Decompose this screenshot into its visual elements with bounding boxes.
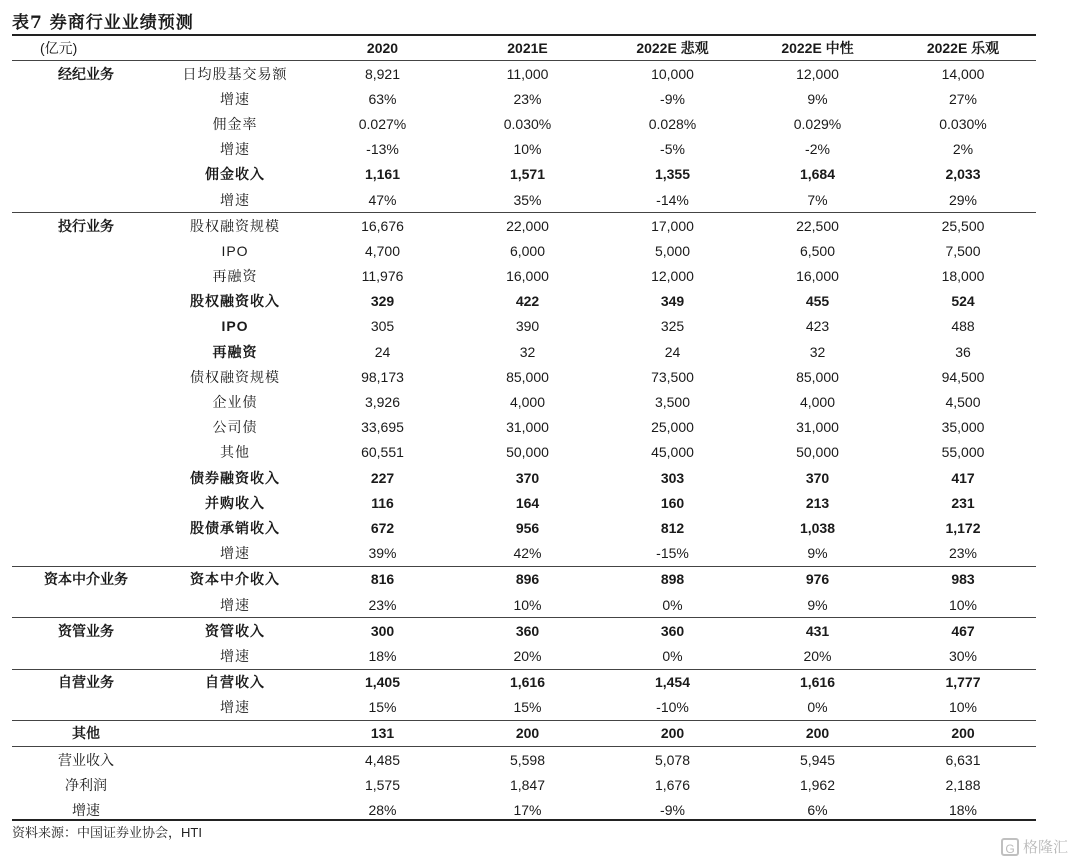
value-cell: 10%	[513, 596, 542, 613]
category-cell	[12, 541, 160, 567]
watermark	[1001, 836, 1068, 857]
value-cell: 35%	[513, 191, 542, 208]
value-cell: 31,000	[796, 419, 839, 436]
table-row	[12, 339, 1036, 364]
value-cell: 33,695	[361, 419, 404, 436]
item-cell: 股权融资规模	[160, 213, 310, 239]
value-cell: 25,000	[651, 419, 694, 436]
category-cell: 其他	[12, 720, 160, 746]
item-cell: 资管收入	[160, 618, 310, 644]
value-cell: 360	[455, 618, 600, 644]
value-cell: 5,598	[455, 747, 600, 773]
value-cell: 63%	[368, 90, 397, 107]
header-col: 2022E 悲观	[636, 39, 709, 56]
category-cell	[12, 162, 160, 187]
value-cell: 524	[951, 293, 975, 310]
category-cell	[12, 86, 160, 111]
category-cell: 投行业务	[12, 213, 160, 239]
value-cell: 1,777	[890, 669, 1036, 695]
item-cell: 股权融资收入	[190, 293, 280, 310]
value-cell: 0%	[662, 596, 683, 613]
value-cell: 455	[805, 293, 830, 310]
value-cell: 5,000	[654, 242, 691, 259]
category-cell	[12, 364, 160, 389]
value-cell: 30%	[948, 647, 978, 664]
value-cell: 3,500	[654, 394, 691, 411]
value-cell: 94,500	[941, 368, 985, 385]
value-cell: 55,000	[941, 444, 985, 461]
item-cell: 债券融资收入	[190, 469, 280, 486]
item-cell: 公司债	[212, 419, 258, 436]
value-cell: 116	[371, 494, 394, 511]
value-cell: 1,575	[364, 776, 401, 793]
value-cell: 32	[809, 343, 826, 360]
value-cell: 11,976	[361, 268, 404, 285]
value-cell: 10%	[513, 141, 542, 158]
value-cell: 390	[515, 318, 540, 335]
value-cell: -10%	[656, 699, 689, 716]
value-cell: 6%	[807, 802, 828, 819]
value-cell: 305	[370, 318, 395, 335]
value-cell: 812	[660, 519, 685, 536]
table-row	[12, 465, 1036, 490]
value-cell: 4,500	[945, 394, 981, 411]
value-cell: 1,962	[799, 776, 836, 793]
table-row	[12, 592, 1036, 618]
item-cell: 增速	[220, 141, 250, 158]
value-cell: 23%	[368, 596, 397, 613]
value-cell: 14,000	[890, 61, 1036, 87]
value-cell: 24	[374, 343, 391, 360]
category-cell	[12, 440, 160, 465]
value-cell: 10,000	[600, 61, 745, 87]
value-cell: 23%	[948, 545, 978, 562]
value-cell: 5,945	[745, 747, 890, 773]
table-row	[12, 490, 1036, 515]
header-col: 2022E 乐观	[926, 39, 1000, 56]
value-cell: 18%	[368, 647, 397, 664]
table-row	[12, 618, 1036, 644]
item-cell: 增速	[220, 90, 250, 107]
value-cell: 9%	[807, 596, 828, 613]
value-cell: 22,500	[745, 213, 890, 239]
value-cell: 50,000	[506, 444, 549, 461]
value-cell: 164	[515, 494, 540, 511]
value-cell: 467	[890, 618, 1036, 644]
value-cell: 1,405	[310, 669, 455, 695]
value-cell: 15%	[513, 699, 542, 716]
value-cell: 160	[660, 494, 685, 511]
category-cell: 营业收入	[12, 747, 160, 773]
value-cell: 35,000	[941, 419, 985, 436]
table-row	[12, 314, 1036, 339]
value-cell: 47%	[368, 191, 397, 208]
value-cell: 6,500	[799, 242, 836, 259]
value-cell: 36	[955, 343, 971, 360]
category-cell	[12, 264, 160, 289]
value-cell: 4,000	[799, 394, 836, 411]
value-cell: 17,000	[600, 213, 745, 239]
value-cell: 2%	[952, 141, 974, 158]
value-cell: 42%	[513, 545, 542, 562]
category-cell: 自营业务	[12, 669, 160, 695]
value-cell: 1,172	[945, 519, 981, 536]
value-cell: 15%	[368, 699, 397, 716]
value-cell: 956	[515, 519, 540, 536]
value-cell: 98,173	[361, 368, 404, 385]
value-cell: 2,188	[945, 776, 981, 793]
value-cell: 417	[951, 469, 975, 486]
header-spacer	[160, 35, 310, 61]
value-cell: 1,684	[799, 166, 836, 183]
table-row	[12, 415, 1036, 440]
value-cell: 6,000	[509, 242, 546, 259]
value-cell: 27%	[948, 90, 978, 107]
value-cell: 1,355	[654, 166, 691, 183]
value-cell: 200	[455, 720, 600, 746]
value-cell: 200	[745, 720, 890, 746]
bottom-rule	[12, 819, 1036, 821]
table-row	[12, 86, 1036, 111]
category-cell: 资管业务	[12, 618, 160, 644]
category-cell	[12, 137, 160, 162]
value-cell: 23%	[513, 90, 542, 107]
value-cell: 0%	[662, 647, 683, 664]
table-row	[12, 213, 1036, 239]
header-col: 2020	[366, 39, 399, 56]
table-row	[12, 643, 1036, 669]
item-cell: 增速	[220, 191, 250, 208]
table-row	[12, 187, 1036, 213]
value-cell: 976	[745, 566, 890, 592]
value-cell: 983	[890, 566, 1036, 592]
value-cell: -14%	[656, 191, 689, 208]
item-cell: 佣金收入	[205, 166, 265, 183]
table-row	[12, 389, 1036, 414]
value-cell: 329	[370, 293, 395, 310]
value-cell: 0.030%	[939, 115, 987, 132]
value-cell: 6,631	[890, 747, 1036, 773]
item-cell: 自营收入	[160, 669, 310, 695]
item-cell: IPO	[221, 242, 249, 259]
value-cell: -15%	[656, 545, 689, 562]
item-cell: 资本中介收入	[160, 566, 310, 592]
value-cell: 60,551	[361, 444, 404, 461]
value-cell: 10%	[948, 596, 978, 613]
category-cell	[12, 592, 160, 618]
value-cell: 29%	[948, 191, 978, 208]
value-cell: 1,161	[364, 166, 401, 183]
value-cell: 325	[660, 318, 685, 335]
item-cell: 增速	[220, 596, 250, 613]
value-cell: -2%	[805, 141, 830, 158]
value-cell: 18,000	[941, 268, 985, 285]
header-col: 2022E 中性	[781, 39, 854, 56]
item-cell: 增速	[220, 545, 250, 562]
value-cell: 816	[310, 566, 455, 592]
value-cell: 423	[805, 318, 830, 335]
item-cell: 增速	[220, 699, 250, 716]
category-cell	[12, 643, 160, 669]
value-cell: 5,078	[600, 747, 745, 773]
value-cell: 22,000	[455, 213, 600, 239]
category-cell	[12, 389, 160, 414]
value-cell: 1,571	[509, 166, 546, 183]
table-row	[12, 541, 1036, 567]
value-cell: 4,000	[509, 394, 546, 411]
value-cell: 17%	[513, 802, 542, 819]
value-cell: 200	[890, 720, 1036, 746]
value-cell: 227	[370, 469, 395, 486]
value-cell: 131	[310, 720, 455, 746]
item-cell: 再融资	[212, 343, 258, 360]
value-cell: 488	[951, 318, 975, 335]
category-cell	[12, 187, 160, 213]
item-cell: 股债承销收入	[190, 519, 280, 536]
value-cell: 31,000	[506, 419, 549, 436]
table-row	[12, 695, 1036, 721]
table-title: 表7 券商行业业绩预测	[12, 13, 194, 33]
value-cell: 1,454	[600, 669, 745, 695]
category-cell: 净利润	[65, 776, 107, 793]
item-cell: 日均股基交易额	[160, 61, 310, 87]
value-cell: 349	[660, 293, 685, 310]
category-cell	[12, 314, 160, 339]
watermark-logo-icon: G	[1001, 838, 1019, 856]
table-row	[12, 669, 1036, 695]
value-cell: 25,500	[890, 213, 1036, 239]
item-cell	[160, 720, 310, 746]
value-cell: 0.028%	[648, 115, 697, 132]
value-cell: 9%	[807, 90, 828, 107]
value-cell: 85,000	[506, 368, 549, 385]
value-cell: 422	[515, 293, 540, 310]
item-cell	[160, 772, 310, 797]
value-cell: 32	[519, 343, 536, 360]
value-cell: 11,000	[455, 61, 600, 87]
value-cell: 24	[664, 343, 681, 360]
value-cell: 39%	[368, 545, 397, 562]
table-row	[12, 264, 1036, 289]
value-cell: 896	[455, 566, 600, 592]
item-cell: IPO	[221, 318, 249, 335]
value-cell: 3,926	[364, 394, 401, 411]
forecast-table-body	[12, 35, 1036, 823]
value-cell: -13%	[366, 141, 399, 158]
header-row	[12, 35, 1036, 61]
value-cell: -9%	[660, 802, 685, 819]
value-cell: 431	[745, 618, 890, 644]
category-cell: 经纪业务	[12, 61, 160, 87]
item-cell: 债权融资规模	[190, 368, 280, 385]
item-cell: 并购收入	[205, 494, 265, 511]
value-cell: 12,000	[745, 61, 890, 87]
forecast-table	[12, 35, 1036, 823]
value-cell: 18%	[948, 802, 978, 819]
value-cell: -9%	[660, 90, 685, 107]
item-cell: 再融资	[212, 268, 258, 285]
value-cell: 898	[600, 566, 745, 592]
value-cell: 1,038	[799, 519, 836, 536]
value-cell: 370	[515, 469, 540, 486]
header-col: 2021E	[507, 39, 548, 56]
watermark-text: 格隆汇	[1022, 839, 1068, 856]
value-cell: 0.030%	[503, 115, 552, 132]
value-cell: 16,000	[506, 268, 549, 285]
value-cell: 0.029%	[793, 115, 842, 132]
value-cell: 1,676	[654, 776, 691, 793]
table-row	[12, 111, 1036, 136]
category-cell	[12, 490, 160, 515]
value-cell: 300	[310, 618, 455, 644]
value-cell: 2,033	[945, 166, 981, 183]
value-cell: 213	[805, 494, 830, 511]
table-row	[12, 289, 1036, 314]
value-cell: 12,000	[651, 268, 694, 285]
table-row	[12, 162, 1036, 187]
value-cell: 45,000	[651, 444, 694, 461]
item-cell: 其他	[220, 444, 250, 461]
category-cell	[12, 415, 160, 440]
value-cell: 7%	[807, 191, 828, 208]
value-cell: 85,000	[796, 368, 839, 385]
value-cell: 9%	[807, 545, 828, 562]
category-cell	[12, 339, 160, 364]
value-cell: 370	[805, 469, 830, 486]
value-cell: 20%	[803, 647, 832, 664]
item-cell	[160, 747, 310, 773]
value-cell: 0.027%	[358, 115, 407, 132]
table-row	[12, 720, 1036, 746]
value-cell: 1,616	[455, 669, 600, 695]
value-cell: 1,847	[509, 776, 546, 793]
value-cell: 16,676	[310, 213, 455, 239]
category-cell	[12, 465, 160, 490]
table-row	[12, 364, 1036, 389]
category-cell: 增速	[72, 802, 100, 819]
category-cell	[12, 238, 160, 263]
value-cell: 4,700	[364, 242, 401, 259]
value-cell: 50,000	[796, 444, 839, 461]
value-cell: 7,500	[945, 242, 981, 259]
category-cell	[12, 515, 160, 540]
table-row	[12, 61, 1036, 87]
source-note: 资料来源：中国证券业协会，HTI	[12, 825, 202, 840]
unit-label: (亿元)	[40, 39, 78, 56]
category-cell	[12, 289, 160, 314]
table-row	[12, 137, 1036, 162]
value-cell: 8,921	[310, 61, 455, 87]
value-cell: 360	[600, 618, 745, 644]
category-cell	[12, 695, 160, 721]
value-cell: 28%	[368, 802, 397, 819]
value-cell: 20%	[513, 647, 542, 664]
value-cell: 672	[370, 519, 395, 536]
value-cell: 4,485	[310, 747, 455, 773]
category-cell: 资本中介业务	[12, 566, 160, 592]
value-cell: 0%	[807, 699, 828, 716]
value-cell: 10%	[948, 699, 978, 716]
value-cell: 16,000	[796, 268, 839, 285]
table-row	[12, 238, 1036, 263]
value-cell: 73,500	[651, 368, 694, 385]
item-cell: 增速	[220, 647, 250, 664]
table-row	[12, 515, 1036, 540]
table-row	[12, 772, 1036, 797]
value-cell: 303	[660, 469, 685, 486]
table-row	[12, 566, 1036, 592]
item-cell: 佣金率	[212, 115, 258, 132]
value-cell: 200	[600, 720, 745, 746]
value-cell: 231	[951, 494, 975, 511]
category-cell	[12, 111, 160, 136]
value-cell: -5%	[660, 141, 685, 158]
value-cell: 1,616	[745, 669, 890, 695]
item-cell: 企业债	[212, 394, 258, 411]
table-row	[12, 747, 1036, 773]
table-row	[12, 440, 1036, 465]
